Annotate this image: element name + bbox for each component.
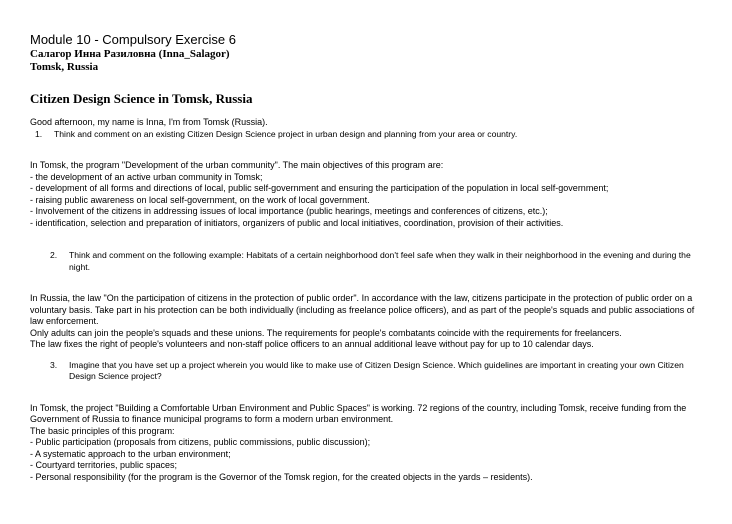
author-name: Салагор Инна Разиловна (Inna_Salagor) [30,48,230,60]
question-2-text: Think and comment on the following example: Habitats of a certain neighborhood don't feel safe when they walk in their neighborhood in the evening and during the night. [69,250,691,272]
document-title: Citizen Design Science in Tomsk, Russia [30,91,253,106]
answer-3-intro: In Tomsk, the project "Building a Comfortable Urban Environment and Public Spaces" is working. 72 regions of the country, including Tomsk, receive funding from the Government of Russia to finance municipal programs to form a modern urban environment. [30,402,687,424]
answer-1-intro: In Tomsk, the program "Development of the urban community". The main objectives of this program are: [30,160,444,170]
answer-2-paragraph-1: In Russia, the law "On the participation of citizens in the protection of public order". In accordance with the law, citizens participate in the protection of public order on a voluntary basis. Take part in his protection can be both individually (including as freelance police officers), and as part of the people's squads and public associations of law enforcement. [30,293,695,326]
answer-2-paragraph-3: The law fixes the right of people's volunteers and non-staff police officers to an annual additional leave without pay for up to 10 calendar days. [30,339,594,349]
list-item: - Public participation (proposals from citizens, public commissions, public discussion); [30,437,371,447]
question-3 [50,360,710,383]
answer-3-list [30,437,710,483]
list-item: - Courtyard territories, public spaces; [30,460,178,470]
question-2 [50,250,710,273]
question-3-text: Imagine that you have set up a project wherein you would like to make use of Citizen Design Science. Which guidelines are important in creating your own Citizen Design Science project? [69,359,684,381]
module-heading: Module 10 - Compulsory Exercise 6 [30,32,236,47]
answer-1-list [30,172,710,230]
greeting-paragraph: Good afternoon, my name is Inna, I'm from Tomsk (Russia). [30,117,268,127]
document-page [30,31,710,483]
answer-3-principles-heading: The basic principles of this program: [30,425,175,436]
question-1 [35,129,710,141]
question-2-number: 2. [50,250,58,260]
list-item: - development of all forms and directions of local, public self-government and ensuring the participation of the population in local self-government; [30,183,609,193]
list-item: - raising public awareness on local self-government, on the work of local government. [30,194,370,205]
list-item: - identification, selection and preparation of initiators, organizers of public and local initiatives, coordination, provision of their activities. [30,217,564,228]
list-item: - A systematic approach to the urban environment; [30,448,231,459]
question-1-text: Think and comment on an existing Citizen Design Science project in urban design and planning from your area or country. [54,128,518,139]
list-item: - the development of an active urban community in Tomsk; [30,171,263,182]
list-item: - Personal responsibility (for the program is the Governor of the Tomsk region, for the created objects in the yards – residents). [30,471,533,482]
question-1-number: 1. [35,128,43,139]
author-location: Tomsk, Russia [30,61,99,73]
question-3-number: 3. [50,359,58,370]
answer-2-paragraph-2: Only adults can join the people's squads and these unions. The requirements for people's combatants coincide with the requirements for freelancers. [30,327,622,338]
list-item: - Involvement of the citizens in addressing issues of local importance (public hearings, meetings and conferences of citizens, etc.); [30,206,548,216]
